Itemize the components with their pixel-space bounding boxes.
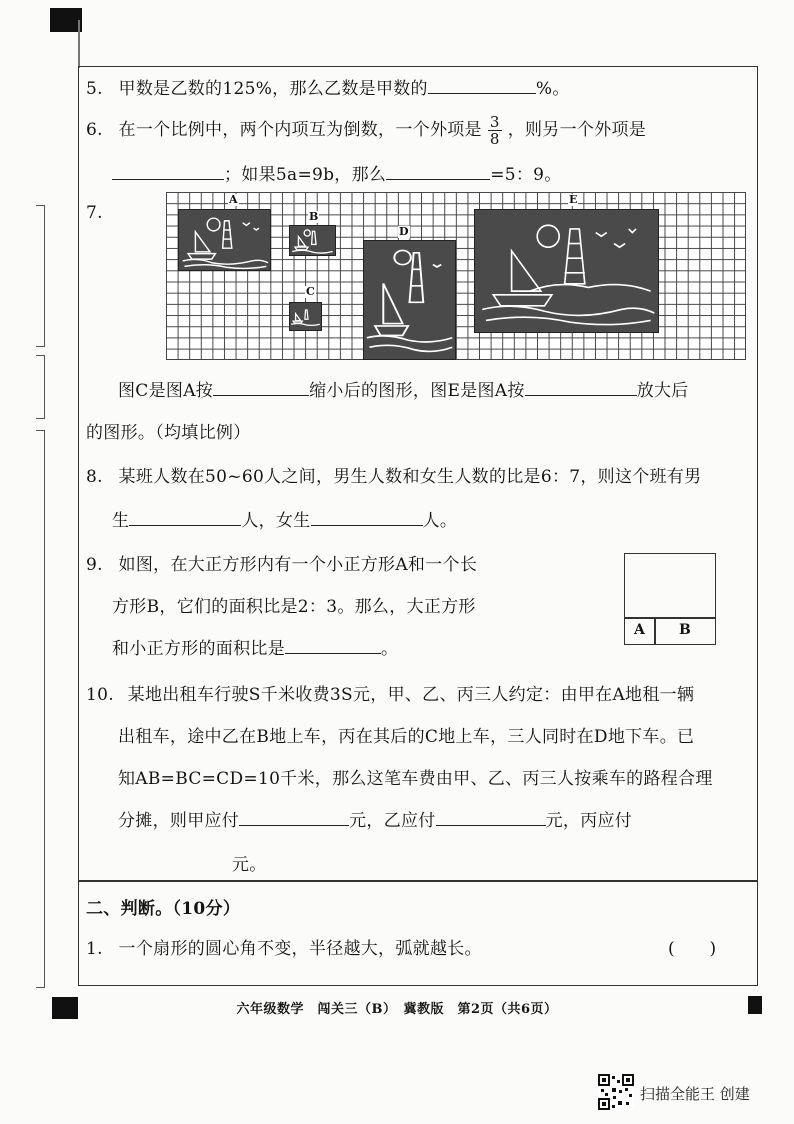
question-text: 生 [112, 511, 130, 531]
question-8-line-2 [112, 506, 457, 531]
question-10-line-4 [118, 806, 632, 831]
picture-a-label: A [229, 193, 238, 206]
question-text-end: =5：9。 [490, 165, 562, 185]
fraction [488, 114, 502, 147]
lighthouse-picture-d [364, 241, 455, 359]
picture-e [474, 209, 659, 333]
picture-e-label: E [569, 193, 578, 206]
picture-b-label: B [309, 210, 319, 223]
question-6-line-1 [86, 114, 646, 147]
answer-blank[interactable] [428, 77, 536, 94]
answer-blank[interactable] [525, 379, 637, 396]
question-text: ；如果5a=9b，那么 [224, 165, 387, 185]
answer-blank[interactable] [386, 163, 490, 180]
answer-blank[interactable] [285, 637, 381, 654]
picture-d-label: D [399, 225, 409, 238]
picture-b [289, 225, 336, 256]
question-7-line-2: 的图形。（均填比例） [86, 423, 251, 443]
question-text: 图C是图A按 [118, 381, 214, 401]
question-number: 10. [86, 685, 114, 705]
question-text: 如图，在大正方形内有一个小正方形A和一个长 [118, 555, 478, 575]
question-9-line-2: 方形B，它们的面积比是2：3。那么，大正方形 [112, 597, 476, 617]
picture-c-label: C [306, 285, 315, 298]
question-number: 9. [86, 555, 103, 575]
question-text: 一个扇形的圆心角不变，半径越大，弧就越长。 [118, 939, 482, 959]
frame-top-extension [78, 20, 80, 68]
picture-d [363, 240, 456, 360]
square-diagram [624, 553, 716, 645]
question-text-end: 。 [381, 639, 399, 659]
question-10-line-2: 出租车，途中乙在B地上车，丙在其后的C地上车，三人同时在D地下车。已 [118, 727, 695, 747]
qr-code-icon [598, 1074, 634, 1110]
question-text: 人，女生 [241, 511, 311, 531]
diagram-label-a: A [634, 622, 645, 638]
question-9-line-3 [112, 634, 398, 659]
binding-bracket-2 [36, 355, 45, 419]
answer-blank[interactable] [436, 809, 546, 826]
answer-blank[interactable] [311, 509, 423, 526]
fraction-numerator: 3 [489, 113, 500, 131]
answer-blank[interactable] [112, 163, 224, 180]
question-text: 缩小后的图形，图E是图A按 [309, 381, 525, 401]
question-8-line-1 [86, 462, 702, 487]
fraction-denominator: 8 [489, 130, 500, 148]
page-footer: 六年级数学 闯关三（B） 冀教版 第2页（共6页） [236, 1002, 558, 1017]
question-9-line-1 [86, 550, 477, 575]
question-7-number: 7. [86, 203, 103, 223]
question-text-end: 放大后 [636, 381, 689, 401]
question-text: 甲数是乙数的125%，那么乙数是甲数的 [118, 79, 428, 99]
question-10-line-5: 元。 [232, 855, 267, 875]
question-text: 分摊，则甲应付 [118, 811, 240, 831]
question-text: 在一个比例中，两个内项互为倒数，一个外项是 [118, 120, 482, 140]
question-7-line-1 [118, 376, 689, 401]
picture-c [289, 302, 322, 331]
question-text: 和小正方形的面积比是 [112, 639, 285, 659]
question-text: 元，乙应付 [349, 811, 436, 831]
question-text-end: %。 [535, 79, 570, 99]
scanner-watermark-text: 扫描全能王 创建 [640, 1085, 750, 1103]
lighthouse-picture-c [290, 303, 321, 330]
binding-bracket-1 [36, 205, 45, 347]
diagram-label-b: B [679, 622, 691, 638]
question-number: 1. [86, 939, 103, 959]
lighthouse-picture-e [475, 210, 658, 332]
question-10-line-1 [86, 680, 694, 705]
binding-bracket-3 [36, 430, 45, 988]
section-divider [78, 880, 758, 882]
lighthouse-picture-a [179, 210, 270, 270]
question-text-end: 元，丙应付 [545, 811, 633, 831]
section-2-title: 二、判断。（10分） [86, 899, 241, 919]
answer-blank[interactable] [129, 509, 241, 526]
figure-grid [166, 192, 746, 360]
diagram-vertical-line [654, 617, 656, 644]
judgement-1 [86, 934, 482, 959]
question-number: 8. [86, 467, 103, 487]
question-text-end: 人。 [422, 511, 458, 531]
question-6-line-2 [112, 160, 562, 185]
answer-blank[interactable] [239, 809, 349, 826]
question-5 [86, 74, 570, 99]
answer-blank[interactable] [213, 379, 309, 396]
question-text: 某地出租车行驶S千米收费3S元，甲、乙、丙三人约定：由甲在A地租一辆 [127, 685, 695, 705]
judgement-1-answer-paren[interactable]: ( ) [668, 939, 717, 959]
picture-a [178, 209, 271, 271]
lighthouse-picture-b [290, 226, 335, 255]
question-10-line-3: 知AB=BC=CD=10千米，那么这笔车费由甲、乙、丙三人按乘车的路程合理 [118, 769, 713, 789]
question-text-end: ，则另一个外项是 [507, 120, 647, 140]
diagram-horizontal-line [625, 617, 715, 619]
question-number: 6. [86, 120, 103, 140]
question-number: 5. [86, 79, 103, 99]
question-text: 某班人数在50~60人之间，男生人数和女生人数的比是6：7，则这个班有男 [118, 467, 702, 487]
